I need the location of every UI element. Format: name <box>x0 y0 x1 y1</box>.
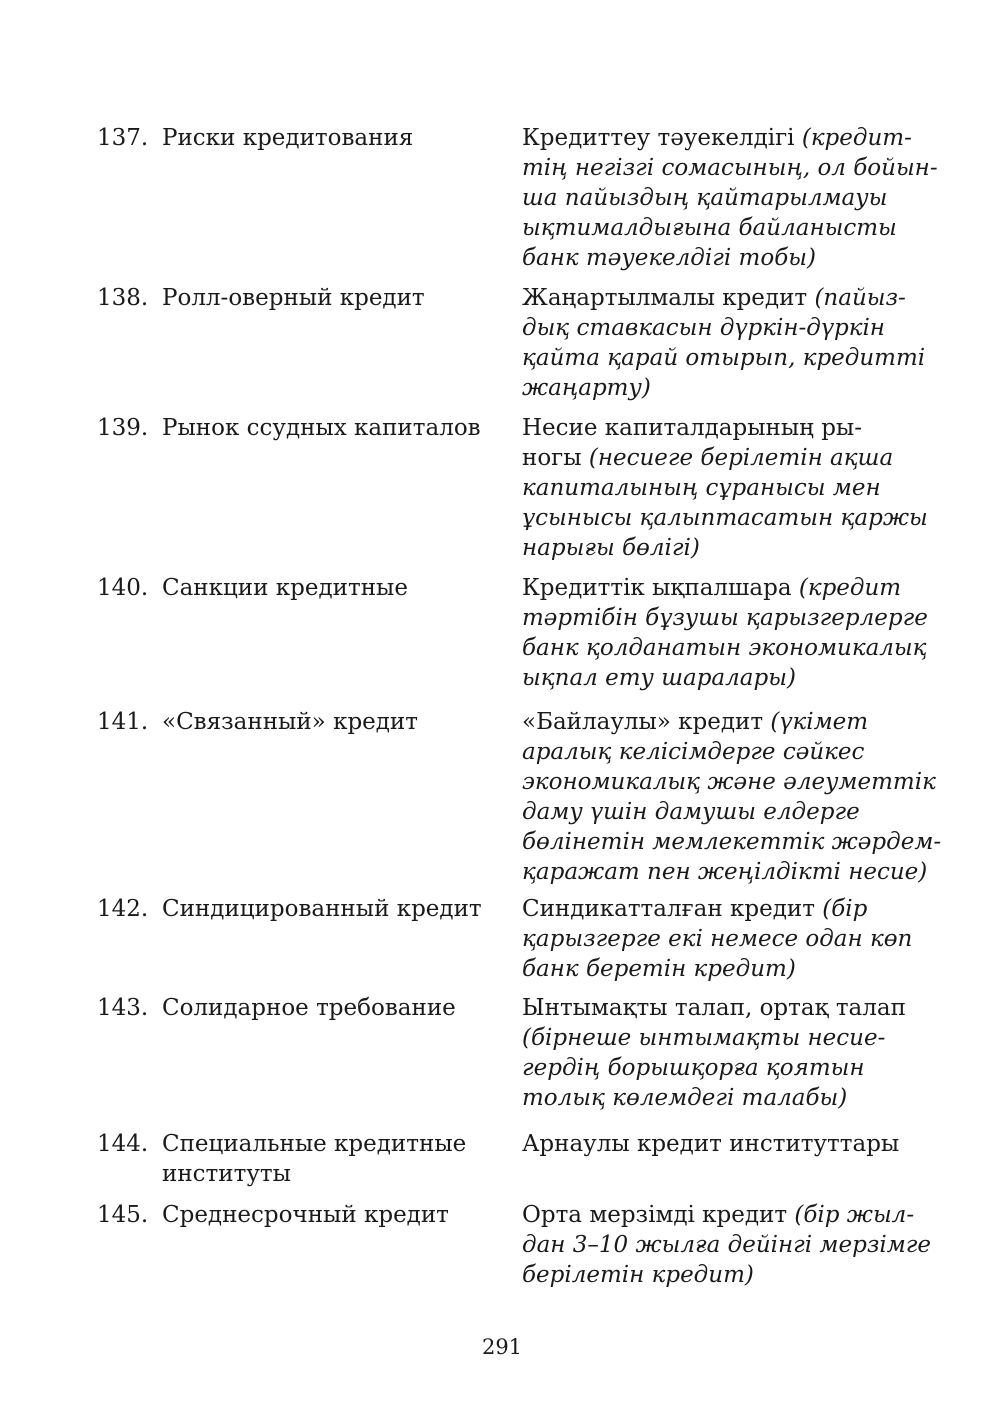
kazakh-translation-line <box>522 1129 912 1159</box>
kazakh-translation-line <box>522 857 928 887</box>
entry-number: 143. <box>97 995 149 1021</box>
kazakh-translation-line <box>522 797 912 827</box>
translation-text: Ынтымақты талап, ортақ талап <box>522 995 906 1021</box>
definition-text: даму үшін дамушы елдерге <box>522 799 860 825</box>
definition-text: ұсынысы қалыптасатын қаржы <box>522 505 928 531</box>
russian-term <box>162 123 492 153</box>
definition-text: (бір жыл- <box>794 1202 915 1228</box>
definition-text: тәртібін бұзушы қарызгерлерге <box>522 605 928 631</box>
entry-number: 145. <box>97 1202 149 1228</box>
kazakh-translation-line <box>522 1260 912 1290</box>
definition-text: экономикалық және әлеуметтік <box>522 769 936 795</box>
definition-text: бөлінетін мемлекеттік жәрдем- <box>522 829 942 855</box>
definition-text: (үкімет <box>770 709 869 735</box>
kazakh-translation-line <box>522 603 928 633</box>
definition-text: жаңарту) <box>522 375 651 401</box>
definition-text: (кредит- <box>801 125 912 151</box>
kazakh-translation-line <box>522 533 912 563</box>
definition-text: банк беретін кредит) <box>522 956 796 982</box>
definition-text: капиталының сұранысы мен <box>522 475 881 501</box>
definition-text: банк тәуекелдігі тобы) <box>522 245 816 271</box>
kazakh-translation-line <box>522 473 912 503</box>
kazakh-translation-line <box>522 924 912 954</box>
kazakh-translation-line <box>522 183 912 213</box>
kazakh-translation-line <box>522 1083 912 1113</box>
kazakh-translation <box>522 707 942 887</box>
definition-text: толық көлемдегі талабы) <box>522 1085 848 1111</box>
kazakh-translation-line <box>522 954 912 984</box>
translation-text: Жаңартылмалы кредит <box>522 285 815 311</box>
page-number: 291 <box>481 1335 523 1359</box>
russian-term <box>162 894 492 924</box>
translation-text: Арнаулы кредит институттары <box>522 1131 900 1157</box>
definition-text: аралық келісімдерге сәйкес <box>522 739 865 765</box>
russian-term <box>162 993 492 1023</box>
definition-text: банк қолданатын экономикалық <box>522 635 927 661</box>
definition-text: ша пайыздың қайтарылмауы <box>522 185 888 211</box>
kazakh-translation <box>522 573 928 693</box>
definition-text: (кредит <box>798 575 902 601</box>
russian-term-line: институты <box>162 1161 291 1187</box>
kazakh-translation-line <box>522 123 912 153</box>
kazakh-translation-line <box>522 767 936 797</box>
russian-term-line: Санкции кредитные <box>162 575 408 601</box>
kazakh-translation-line <box>522 737 912 767</box>
definition-text: қарызгерге екі немесе одан көп <box>522 926 913 952</box>
entry-number: 139. <box>97 415 149 441</box>
translation-text: Несие капиталдарының ры- <box>522 415 862 441</box>
kazakh-translation-line <box>522 413 912 443</box>
definition-text: нарығы бөлігі) <box>522 535 700 561</box>
kazakh-translation <box>522 1200 932 1290</box>
definition-text: ықпал ету шаралары) <box>522 665 796 691</box>
definition-text: қаражат пен жеңілдікті несие) <box>522 859 928 885</box>
russian-term <box>162 1200 492 1230</box>
kazakh-translation-line <box>522 993 912 1023</box>
russian-term-line: Солидарное требование <box>162 995 456 1021</box>
kazakh-translation-line <box>522 663 912 693</box>
kazakh-translation-line <box>522 1053 912 1083</box>
russian-term-line: Специальные кредитные <box>162 1131 467 1157</box>
russian-term <box>162 707 492 737</box>
russian-term-line: Синдицированный кредит <box>162 896 482 922</box>
definition-text: ықтималдығына байланысты <box>522 215 897 241</box>
kazakh-translation-line <box>522 894 912 924</box>
kazakh-translation-line <box>522 213 912 243</box>
russian-term <box>162 1129 492 1189</box>
kazakh-translation-line <box>522 443 912 473</box>
definition-text: (пайыз- <box>814 285 906 311</box>
russian-term-line: «Связанный» кредит <box>162 709 418 735</box>
definition-text: (бірнеше ынтымақты несие- <box>522 1025 886 1051</box>
russian-term <box>162 573 492 603</box>
russian-term-line: Среднесрочный кредит <box>162 1202 449 1228</box>
entry-number: 138. <box>97 285 149 311</box>
definition-text: (несиеге берілетін ақша <box>588 445 894 471</box>
translation-text: «Байлаулы» кредит <box>522 709 771 735</box>
kazakh-translation <box>522 283 926 403</box>
translation-text: Кредиттеу тәуекелдігі <box>522 125 802 151</box>
kazakh-translation <box>522 123 938 273</box>
translation-text: Синдикатталған кредит <box>522 896 823 922</box>
kazakh-translation <box>522 993 912 1113</box>
definition-text: қайта қарай отырып, кредитті <box>522 345 926 371</box>
russian-term <box>162 413 492 443</box>
definition-text: (бір <box>822 896 868 922</box>
russian-term-line: Рынок ссудных капиталов <box>162 415 481 441</box>
translation-text: ногы <box>522 445 589 471</box>
kazakh-translation-line <box>522 373 912 403</box>
kazakh-translation-line <box>522 1230 932 1260</box>
definition-text: тің негізгі сомасының, ол бойын- <box>522 155 938 181</box>
entry-number: 141. <box>97 709 149 735</box>
kazakh-translation-line <box>522 707 912 737</box>
kazakh-translation-line <box>522 1023 912 1053</box>
kazakh-translation-line <box>522 153 938 183</box>
kazakh-translation <box>522 413 928 563</box>
kazakh-translation-line <box>522 313 912 343</box>
definition-text: берілетін кредит) <box>522 1262 754 1288</box>
kazakh-translation-line <box>522 503 928 533</box>
translation-text: Орта мерзімді кредит <box>522 1202 795 1228</box>
kazakh-translation-line <box>522 283 912 313</box>
kazakh-translation <box>522 1129 912 1159</box>
entry-number: 137. <box>97 125 149 151</box>
kazakh-translation-line <box>522 343 926 373</box>
russian-term-line: Риски кредитования <box>162 125 414 151</box>
definition-text: дан 3–10 жылға дейінгі мерзімге <box>522 1232 932 1258</box>
kazakh-translation-line <box>522 633 927 663</box>
definition-text: дық ставкасын дүркін-дүркін <box>522 315 885 341</box>
entry-number: 144. <box>97 1131 149 1157</box>
definition-text: гердің борышқорға қоятын <box>522 1055 865 1081</box>
translation-text: Кредиттік ықпалшара <box>522 575 799 601</box>
russian-term-line: Ролл-оверный кредит <box>162 285 425 311</box>
kazakh-translation-line <box>522 573 912 603</box>
entry-number: 140. <box>97 575 149 601</box>
kazakh-translation-line <box>522 1200 915 1230</box>
kazakh-translation <box>522 894 912 984</box>
entry-number: 142. <box>97 896 149 922</box>
kazakh-translation-line <box>522 827 942 857</box>
kazakh-translation-line <box>522 243 912 273</box>
russian-term <box>162 283 492 313</box>
